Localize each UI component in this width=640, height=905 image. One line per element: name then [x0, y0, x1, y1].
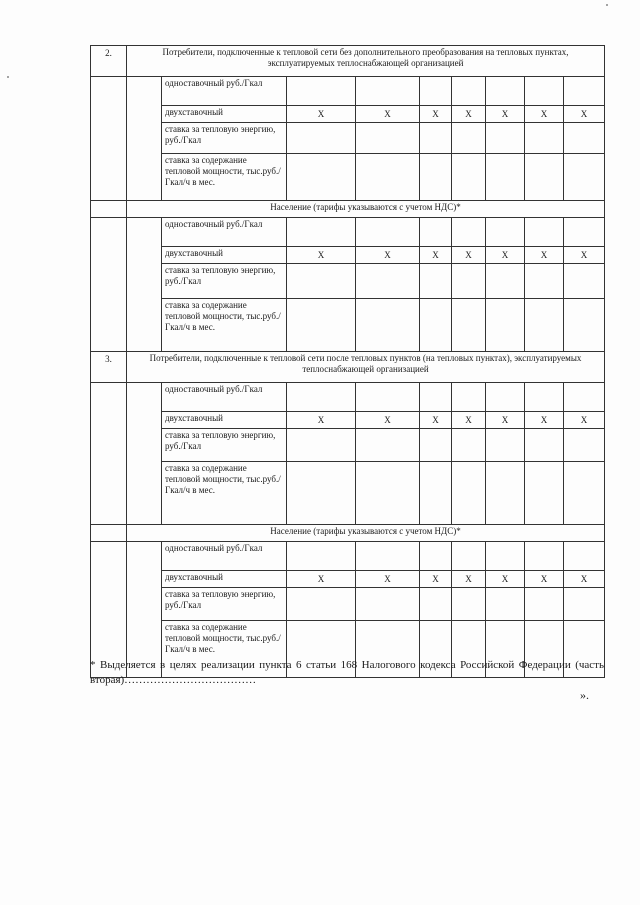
value-cell: [287, 588, 356, 621]
value-cell: [287, 77, 356, 106]
tariff-row: [91, 542, 605, 571]
x-mark-cell: X: [525, 571, 564, 588]
value-cell: [525, 154, 564, 201]
value-cell: [486, 588, 525, 621]
scan-speck: [7, 76, 9, 78]
scan-speck: [606, 4, 608, 6]
tariff-row: [91, 299, 605, 352]
tariff-category-label: ставка за тепловую энергию, руб./Гкал: [162, 123, 287, 154]
x-mark-cell: X: [486, 106, 525, 123]
x-mark-cell: X: [564, 247, 605, 264]
tariff-row: [91, 429, 605, 462]
tariff-table: [90, 45, 605, 678]
x-mark-cell: X: [287, 106, 356, 123]
value-cell: [420, 299, 452, 352]
value-cell: [356, 542, 420, 571]
value-cell: [486, 264, 525, 299]
x-mark-cell: X: [356, 571, 420, 588]
value-cell: [486, 383, 525, 412]
value-cell: [525, 77, 564, 106]
value-cell: [486, 299, 525, 352]
x-mark-cell: X: [420, 571, 452, 588]
value-cell: [287, 429, 356, 462]
value-cell: [420, 429, 452, 462]
value-cell: [525, 218, 564, 247]
value-cell: [452, 462, 486, 525]
value-cell: [420, 154, 452, 201]
value-cell: [420, 542, 452, 571]
value-cell: [525, 383, 564, 412]
value-cell: [287, 299, 356, 352]
tariff-row: [91, 571, 605, 588]
tariff-category-label: ставка за содержание тепловой мощности, тыс.руб./Гкал/ч в мес.: [162, 154, 287, 201]
blank-cell: [127, 383, 162, 525]
x-mark-cell: X: [525, 412, 564, 429]
value-cell: [287, 123, 356, 154]
blank-cell: [91, 383, 127, 525]
tariff-row: [91, 106, 605, 123]
tariff-category-label: двухставочный: [162, 571, 287, 588]
x-mark-cell: X: [420, 247, 452, 264]
value-cell: [287, 154, 356, 201]
tariff-category-label: одноставочный руб./Гкал: [162, 218, 287, 247]
value-cell: [356, 299, 420, 352]
section-heading: Потребители, подключенные к тепловой сети без дополнительного преобразования на тепловых пунктах, эксплуатируемых теплоснабжающей организацией: [127, 46, 605, 77]
tariff-category-label: одноставочный руб./Гкал: [162, 383, 287, 412]
blank-cell: [127, 77, 162, 201]
x-mark-cell: X: [486, 247, 525, 264]
x-mark-cell: X: [420, 106, 452, 123]
value-cell: [356, 218, 420, 247]
section-heading-row: [91, 352, 605, 383]
value-cell: [486, 542, 525, 571]
value-cell: [486, 429, 525, 462]
x-mark-cell: X: [356, 247, 420, 264]
value-cell: [356, 77, 420, 106]
footnote: * Выделяется в целях реализации пункта 6 статьи 168 Налогового кодекса Российской Федерации (часть вторая)………………………………: [90, 659, 604, 686]
tariff-row: [91, 588, 605, 621]
value-cell: [564, 588, 605, 621]
tariff-category-label: ставка за содержание тепловой мощности, тыс.руб./Гкал/ч в мес.: [162, 621, 287, 678]
value-cell: [452, 542, 486, 571]
x-mark-cell: X: [287, 412, 356, 429]
value-cell: [356, 264, 420, 299]
section-number: 3.: [91, 352, 127, 383]
section-number: [91, 525, 127, 542]
x-mark-cell: X: [356, 106, 420, 123]
tariff-row: [91, 462, 605, 525]
tariff-row: [91, 123, 605, 154]
x-mark-cell: X: [452, 412, 486, 429]
value-cell: [486, 123, 525, 154]
closing-mark: ».: [580, 688, 589, 702]
value-cell: [420, 123, 452, 154]
value-cell: [525, 429, 564, 462]
x-mark-cell: X: [525, 106, 564, 123]
tariff-row: [91, 264, 605, 299]
x-mark-cell: X: [452, 106, 486, 123]
value-cell: [287, 542, 356, 571]
x-mark-cell: X: [564, 106, 605, 123]
tariff-row: [91, 412, 605, 429]
x-mark-cell: X: [486, 571, 525, 588]
value-cell: [452, 383, 486, 412]
value-cell: [452, 299, 486, 352]
value-cell: [564, 123, 605, 154]
tariff-category-label: ставка за содержание тепловой мощности, тыс.руб./Гкал/ч в мес.: [162, 462, 287, 525]
value-cell: [287, 383, 356, 412]
value-cell: [564, 462, 605, 525]
value-cell: [287, 264, 356, 299]
section-heading: Население (тарифы указываются с учетом НДС)*: [127, 525, 605, 542]
blank-cell: [91, 218, 127, 352]
value-cell: [356, 429, 420, 462]
value-cell: [452, 154, 486, 201]
x-mark-cell: X: [525, 247, 564, 264]
tariff-category-label: одноставочный руб./Гкал: [162, 77, 287, 106]
value-cell: [420, 218, 452, 247]
value-cell: [525, 462, 564, 525]
section-number: 2.: [91, 46, 127, 77]
tariff-category-label: одноставочный руб./Гкал: [162, 542, 287, 571]
value-cell: [356, 383, 420, 412]
x-mark-cell: X: [564, 571, 605, 588]
tariff-row: [91, 154, 605, 201]
section-heading: Потребители, подключенные к тепловой сети после тепловых пунктов (на тепловых пунктах), эксплуатируемых теплоснабжающей организацией: [127, 352, 605, 383]
value-cell: [420, 264, 452, 299]
value-cell: [564, 383, 605, 412]
value-cell: [564, 429, 605, 462]
tariff-row: [91, 218, 605, 247]
value-cell: [564, 218, 605, 247]
blank-cell: [127, 218, 162, 352]
value-cell: [452, 218, 486, 247]
value-cell: [486, 154, 525, 201]
tariff-category-label: двухставочный: [162, 412, 287, 429]
tariff-category-label: ставка за тепловую энергию, руб./Гкал: [162, 588, 287, 621]
value-cell: [452, 264, 486, 299]
tariff-row: [91, 383, 605, 412]
value-cell: [356, 154, 420, 201]
tariff-category-label: ставка за содержание тепловой мощности, тыс.руб./Гкал/ч в мес.: [162, 299, 287, 352]
value-cell: [452, 123, 486, 154]
x-mark-cell: X: [452, 247, 486, 264]
x-mark-cell: X: [564, 412, 605, 429]
value-cell: [525, 542, 564, 571]
tariff-category-label: двухставочный: [162, 106, 287, 123]
x-mark-cell: X: [486, 412, 525, 429]
value-cell: [564, 154, 605, 201]
section-heading-row: [91, 525, 605, 542]
section-heading: Население (тарифы указываются с учетом НДС)*: [127, 201, 605, 218]
section-heading-row: [91, 201, 605, 218]
value-cell: [525, 299, 564, 352]
value-cell: [452, 429, 486, 462]
value-cell: [525, 123, 564, 154]
value-cell: [420, 77, 452, 106]
x-mark-cell: X: [452, 571, 486, 588]
value-cell: [486, 462, 525, 525]
x-mark-cell: X: [420, 412, 452, 429]
value-cell: [452, 77, 486, 106]
value-cell: [564, 299, 605, 352]
x-mark-cell: X: [287, 571, 356, 588]
tariff-category-label: двухставочный: [162, 247, 287, 264]
value-cell: [356, 123, 420, 154]
blank-cell: [91, 77, 127, 201]
value-cell: [525, 264, 564, 299]
value-cell: [486, 218, 525, 247]
tariff-row: [91, 247, 605, 264]
value-cell: [356, 588, 420, 621]
value-cell: [452, 588, 486, 621]
value-cell: [287, 218, 356, 247]
value-cell: [420, 462, 452, 525]
tariff-category-label: ставка за тепловую энергию, руб./Гкал: [162, 429, 287, 462]
tariff-table-container: [90, 45, 604, 678]
x-mark-cell: X: [356, 412, 420, 429]
tariff-row: [91, 77, 605, 106]
value-cell: [420, 383, 452, 412]
value-cell: [564, 542, 605, 571]
section-heading-row: [91, 46, 605, 77]
value-cell: [486, 77, 525, 106]
section-number: [91, 201, 127, 218]
x-mark-cell: X: [287, 247, 356, 264]
value-cell: [564, 77, 605, 106]
tariff-category-label: ставка за тепловую энергию, руб./Гкал: [162, 264, 287, 299]
value-cell: [564, 264, 605, 299]
value-cell: [356, 462, 420, 525]
value-cell: [525, 588, 564, 621]
value-cell: [420, 588, 452, 621]
value-cell: [287, 462, 356, 525]
